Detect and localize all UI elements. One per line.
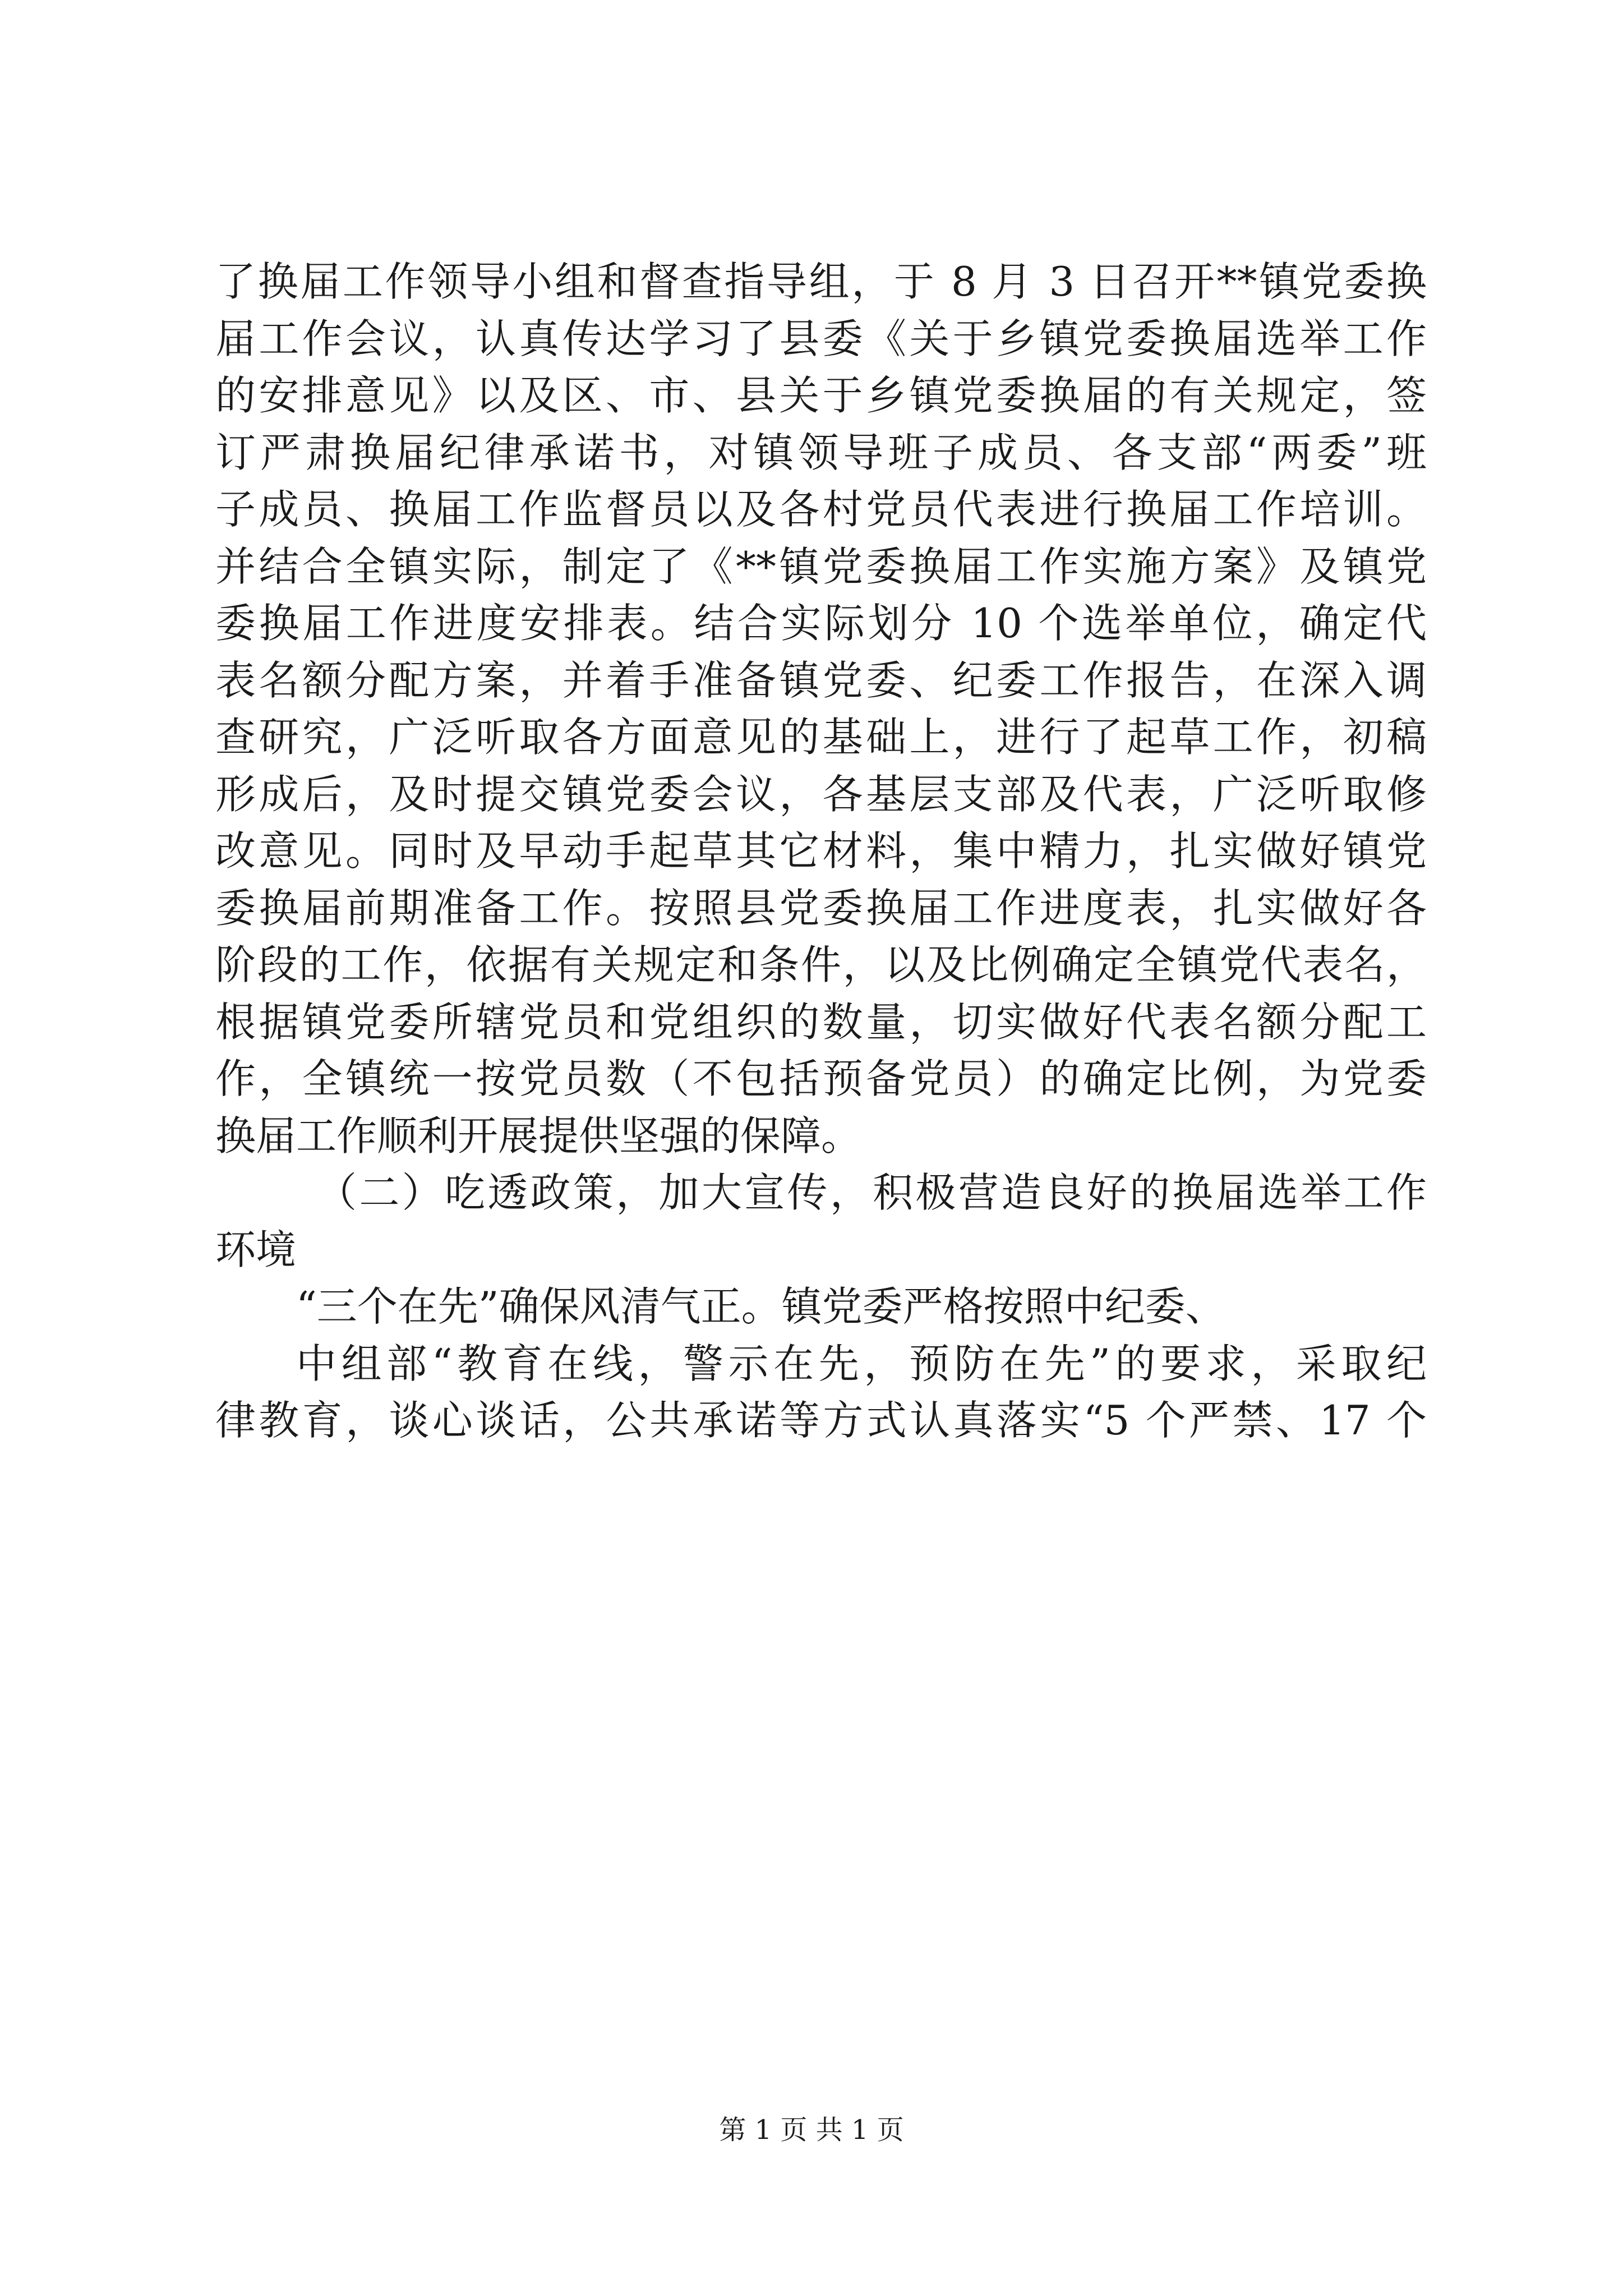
body-line: 中组部“教育在线，警示在先，预防在先”的要求，采取纪: [296, 1340, 1427, 1387]
body-line: 了换届工作领导小组和督查指导组，于 8 月 3 日召开**镇党委换: [215, 258, 1427, 305]
body-line: “三个在先”确保风清气正。镇党委严格按照中纪委、: [296, 1283, 1226, 1330]
section-heading: 环境: [215, 1226, 297, 1273]
section-heading: （二）吃透政策，加大宣传，积极营造良好的换届选举工作: [316, 1169, 1427, 1216]
body-line: 委换届前期准备工作。按照县党委换届工作进度表，扎实做好各: [215, 884, 1427, 932]
body-line: 届工作会议，认真传达学习了县委《关于乡镇党委换届选举工作: [215, 315, 1427, 362]
body-line: 订严肃换届纪律承诺书，对镇领导班子成员、各支部“两委”班: [215, 429, 1427, 476]
body-line: 作，全镇统一按党员数（不包括预备党员）的确定比例，为党委: [215, 1055, 1427, 1102]
body-line: 根据镇党委所辖党员和党组织的数量，切实做好代表名额分配工: [215, 998, 1427, 1046]
body-line: 形成后，及时提交镇党委会议，各基层支部及代表，广泛听取修: [215, 770, 1427, 818]
body-line: 子成员、换届工作监督员以及各村党员代表进行换届工作培训。: [215, 486, 1427, 533]
body-line: 查研究，广泛听取各方面意见的基础上，进行了起草工作，初稿: [215, 714, 1427, 761]
body-line: 换届工作顺利开展提供坚强的保障。: [215, 1112, 862, 1159]
body-line: 委换届工作进度安排表。结合实际划分 10 个选举单位，确定代: [215, 600, 1427, 647]
body-line: 表名额分配方案，并着手准备镇党委、纪委工作报告，在深入调: [215, 656, 1427, 704]
page-footer: 第 1 页 共 1 页: [719, 2114, 904, 2146]
body-line: 的安排意见》以及区、市、县关于乡镇党委换届的有关规定，签: [215, 372, 1427, 419]
body-line: 并结合全镇实际，制定了《**镇党委换届工作实施方案》及镇党: [215, 542, 1427, 590]
document-body: [215, 254, 1427, 1450]
body-line: 律教育，谈心谈话，公共承诺等方式认真落实“5 个严禁、17 个: [215, 1397, 1427, 1444]
body-line: 阶段的工作，依据有关规定和条件，以及比例确定全镇党代表名，: [215, 941, 1427, 988]
body-line: 改意见。同时及早动手起草其它材料，集中精力，扎实做好镇党: [215, 827, 1427, 875]
